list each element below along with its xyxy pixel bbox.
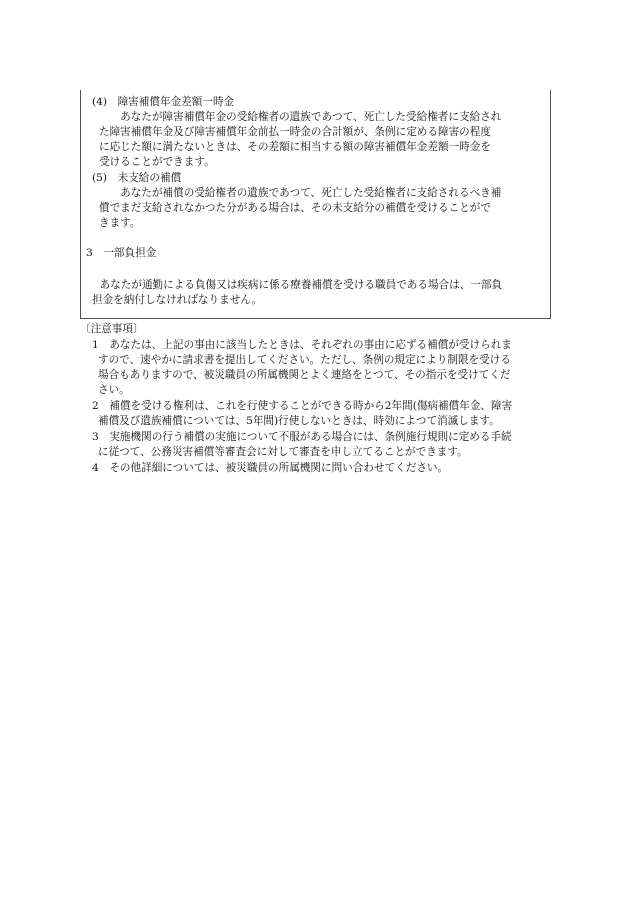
section-4-line-4: 受けることができます。 xyxy=(99,156,215,168)
note-1-line-3: 場合もありますので、被災職員の所属機関とよく連絡をとつて、その指示を受けてくだ xyxy=(98,369,511,381)
note-1-line-1: 1 あなたは、上記の事由に該当したときは、それぞれの事由に応ずる補償が受けられま xyxy=(92,339,512,351)
section-3-heading: 3 一部負担金 xyxy=(86,247,157,259)
section-4-heading: (4) 障害補償年金差額一時金 xyxy=(92,96,235,108)
section-5-heading: (5) 未支給の補償 xyxy=(92,172,182,184)
note-3-line-1: 3 実施機関の行う補償の実施について不服がある場合には、条例施行規則に定める手続 xyxy=(92,431,512,443)
section-3-line-2: 担金を納付しなければなりません。 xyxy=(92,294,263,306)
section-5-line-3: きます。 xyxy=(99,217,141,229)
section-4-line-1: あなたが障害補償年金の受給権者の遺族であつて、死亡した受給権者に支給され xyxy=(99,111,502,123)
note-2-line-1: 2 補償を受ける権利は、これを行使することができる時から2年間(傷病補償年金、障害 xyxy=(92,400,513,412)
note-1-line-4: さい。 xyxy=(98,384,130,396)
section-5-line-1: あなたが補償の受給権者の遺族であつて、死亡した受給権者に支給されるべき補 xyxy=(99,187,502,199)
note-1-line-2: すので、速やかに請求書を提出してください。ただし、条例の規定により制限を受ける xyxy=(98,354,511,366)
section-3-line-1: あなたが通勤による負傷又は疾病に係る療養補償を受ける職員である場合は、一部負 xyxy=(89,279,503,291)
section-5-line-2: 償でまだ支給されなかつた分がある場合は、その未支給分の補償を受けることがで xyxy=(99,202,491,214)
section-4-line-2: た障害補償年金及び障害補償年金前払一時金の合計額が、条例に定める障害の程度 xyxy=(99,126,491,138)
section-4-line-3: に応じた額に満たないときは、その差額に相当する額の障害補償年金差額一時金を xyxy=(99,141,491,153)
note-3-line-2: に従つて、公務災害補償等審査会に対して審査を申し立てることができます。 xyxy=(98,446,468,458)
notes-title: 〔注意事項〕 xyxy=(80,323,144,335)
note-4-line-1: 4 その他詳細については、被災職員の所属機関に問い合わせてください。 xyxy=(92,462,449,474)
note-2-line-2: 補償及び遺族補償については、5年間)行使しないときは、時効によつて消滅します。 xyxy=(98,415,500,427)
